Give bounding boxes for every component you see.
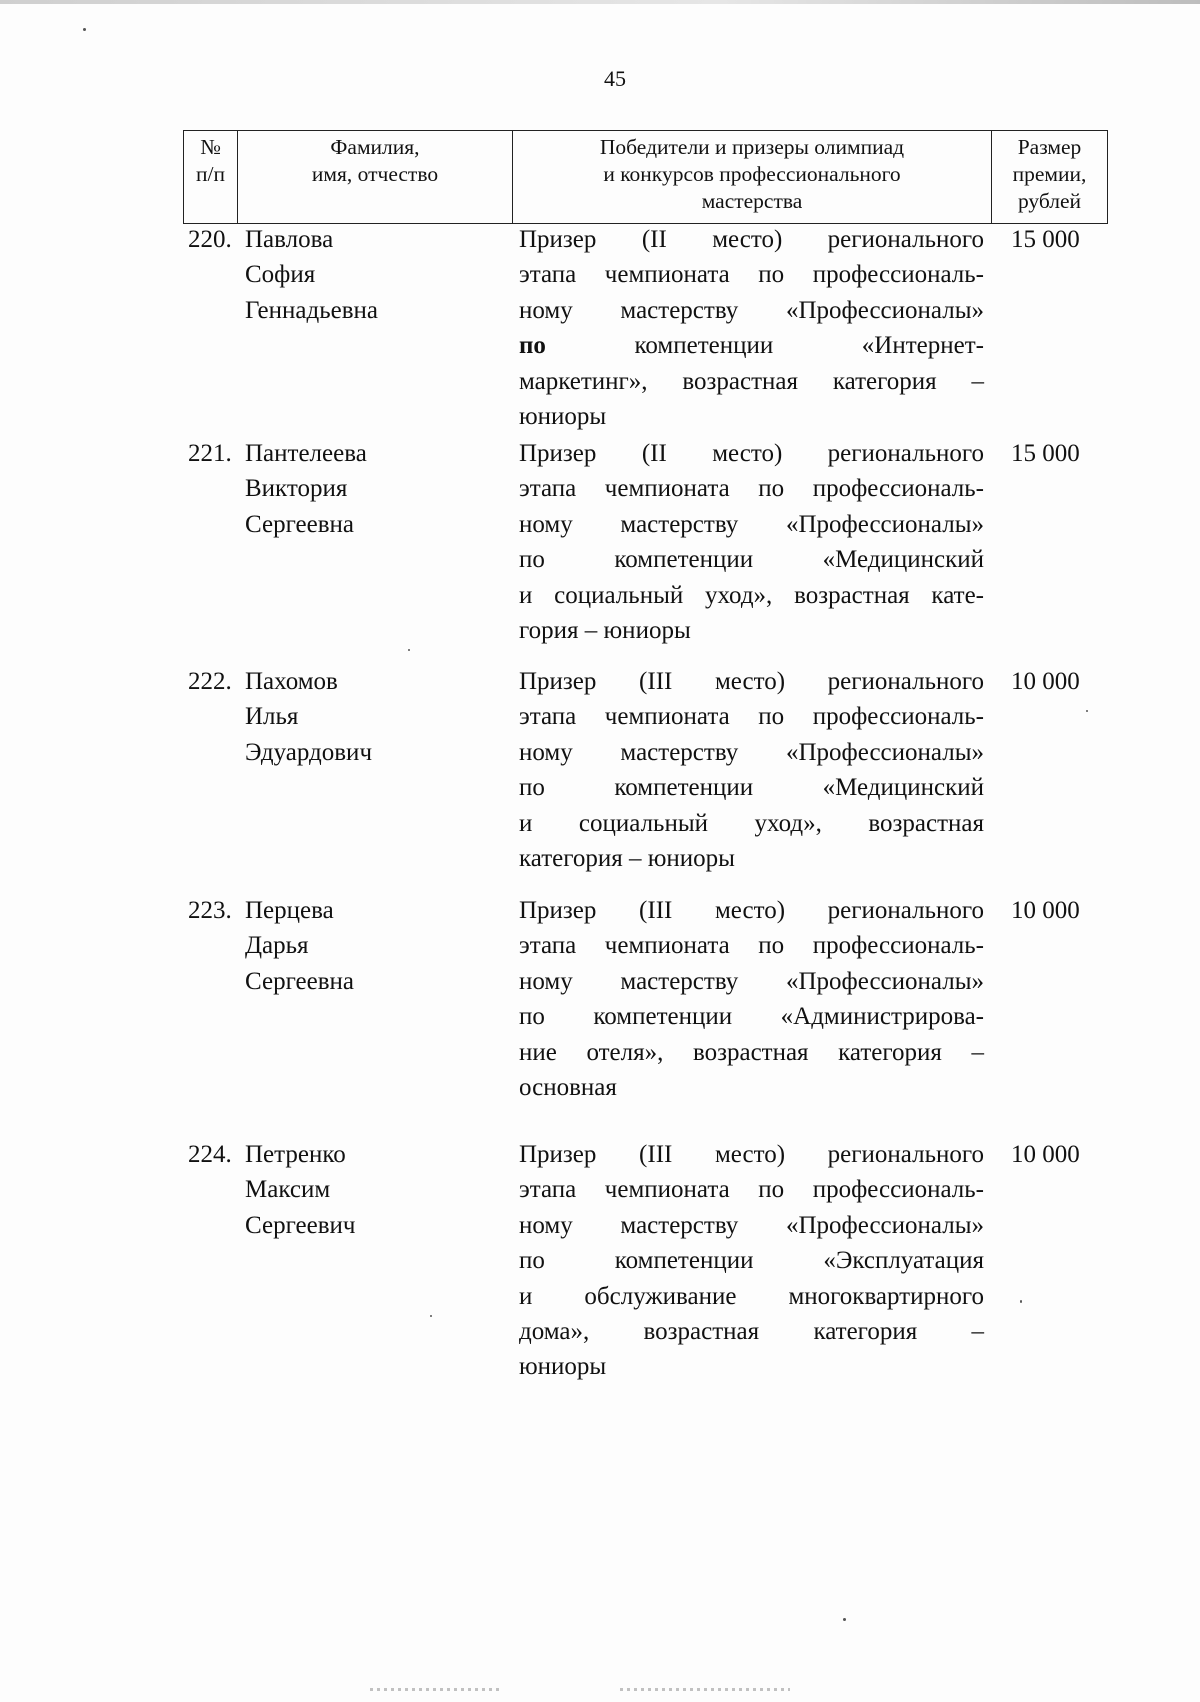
description-line: категория – юниоры	[519, 845, 735, 873]
description-line: этапа чемпионата по профессиональ-	[519, 932, 984, 960]
header-col-prize	[992, 131, 1107, 223]
description-line: юниоры	[519, 403, 607, 431]
row-number: 222.	[188, 668, 232, 695]
description-line: этапа чемпионата по профессиональ-	[519, 261, 984, 289]
person-name	[245, 664, 505, 770]
description-line: юниоры	[519, 1353, 607, 1381]
description-line: Призер (III место) регионального	[519, 1141, 984, 1168]
person-name	[245, 222, 505, 328]
description-line: Призер (III место) регионального	[519, 897, 984, 924]
description-line: ному мастерству «Профессионалы»	[519, 738, 984, 766]
surname: Пантелеева	[245, 440, 367, 467]
description-line: ному мастерству «Профессионалы»	[519, 967, 984, 995]
header-text: Фамилия,	[330, 135, 420, 159]
table-header	[183, 130, 1108, 224]
description-line: ному мастерству «Профессионалы»	[519, 1211, 984, 1239]
first-name: Илья	[245, 703, 299, 731]
scan-edge	[0, 0, 1200, 4]
header-text: и конкурсов профессионального	[603, 162, 901, 186]
prize-amount: 15 000	[1011, 440, 1080, 467]
patronymic: Сергеевна	[245, 510, 354, 538]
first-name: Виктория	[245, 475, 348, 503]
header-text: имя, отчество	[311, 162, 439, 186]
description-line: Призер (II место) регионального	[519, 440, 984, 467]
header-col-name	[238, 131, 513, 223]
prize-amount: 15 000	[1011, 226, 1080, 253]
achievement-description	[519, 436, 984, 648]
description-line: ному мастерству «Профессионалы»	[519, 296, 984, 324]
person-name	[245, 436, 505, 542]
first-name: Дарья	[245, 932, 309, 960]
header-text: Размер	[1017, 135, 1082, 159]
patronymic: Сергеевич	[245, 1211, 356, 1239]
header-text: Победители и призеры олимпиад	[599, 135, 905, 159]
row-number: 224.	[188, 1141, 232, 1168]
prize-amount: 10 000	[1011, 668, 1080, 695]
description-line: Призер (III место) регионального	[519, 668, 984, 695]
header-text: премии,	[1012, 162, 1087, 186]
surname: Петренко	[245, 1141, 346, 1168]
scan-speck	[83, 28, 86, 31]
description-line: по компетенции «Администрирова-	[519, 1003, 984, 1031]
row-number: 223.	[188, 897, 232, 924]
description-line: этапа чемпионата по профессиональ-	[519, 1176, 984, 1204]
description-line: основная	[519, 1074, 617, 1102]
person-name	[245, 893, 505, 999]
achievement-description	[519, 893, 984, 1105]
surname: Перцева	[245, 897, 334, 924]
achievement-description	[519, 1137, 984, 1385]
first-name: София	[245, 261, 316, 289]
surname: Павлова	[245, 226, 334, 253]
description-line: по компетенции «Эксплуатация	[519, 1247, 984, 1275]
description-line: ному мастерству «Профессионалы»	[519, 510, 984, 538]
scan-noise	[620, 1688, 790, 1691]
scan-noise	[370, 1688, 500, 1691]
first-name: Максим	[245, 1176, 331, 1204]
description-line: по компетенции «Медицинский	[519, 546, 984, 574]
header-text: мастерства	[701, 189, 803, 213]
patronymic: Сергеевна	[245, 967, 354, 995]
patronymic: Эдуардович	[245, 738, 373, 766]
description-line: маркетинг», возрастная категория –	[519, 367, 984, 395]
description-line: этапа чемпионата по профессиональ-	[519, 475, 984, 503]
description-line: этапа чемпионата по профессиональ-	[519, 703, 984, 731]
description-line: по компетенции «Медицинский	[519, 774, 984, 802]
description-line: Призер (II место) регионального	[519, 226, 984, 253]
achievement-description	[519, 664, 984, 876]
surname: Пахомов	[245, 668, 338, 695]
description-line: по компетенции «Интернет-	[519, 332, 984, 360]
description-line: дома», возрастная категория –	[519, 1318, 984, 1346]
header-col-number	[184, 131, 238, 223]
person-name	[245, 1137, 505, 1243]
bold-word: по	[519, 332, 546, 360]
scan-speck	[843, 1618, 846, 1621]
header-text: №	[200, 135, 221, 159]
description-line: гория – юниоры	[519, 617, 691, 645]
header-text: рублей	[1017, 189, 1082, 213]
description-line: и социальный уход», возрастная кате-	[519, 581, 984, 609]
page-number: 45	[604, 66, 626, 91]
row-number: 221.	[188, 440, 232, 467]
description-line: и социальный уход», возрастная	[519, 809, 984, 837]
header-text: п/п	[196, 162, 225, 186]
scan-speck	[408, 649, 410, 651]
prize-amount: 10 000	[1011, 897, 1080, 924]
achievement-description	[519, 222, 984, 434]
patronymic: Геннадьевна	[245, 296, 378, 324]
row-number: 220.	[188, 226, 232, 253]
scan-speck	[1020, 1300, 1022, 1303]
description-line: ние отеля», возрастная категория –	[519, 1038, 984, 1066]
prize-amount: 10 000	[1011, 1141, 1080, 1168]
description-line: и обслуживание многоквартирного	[519, 1282, 984, 1310]
scan-speck	[430, 1315, 432, 1317]
header-col-description	[513, 131, 992, 223]
scan-speck	[1086, 710, 1088, 712]
